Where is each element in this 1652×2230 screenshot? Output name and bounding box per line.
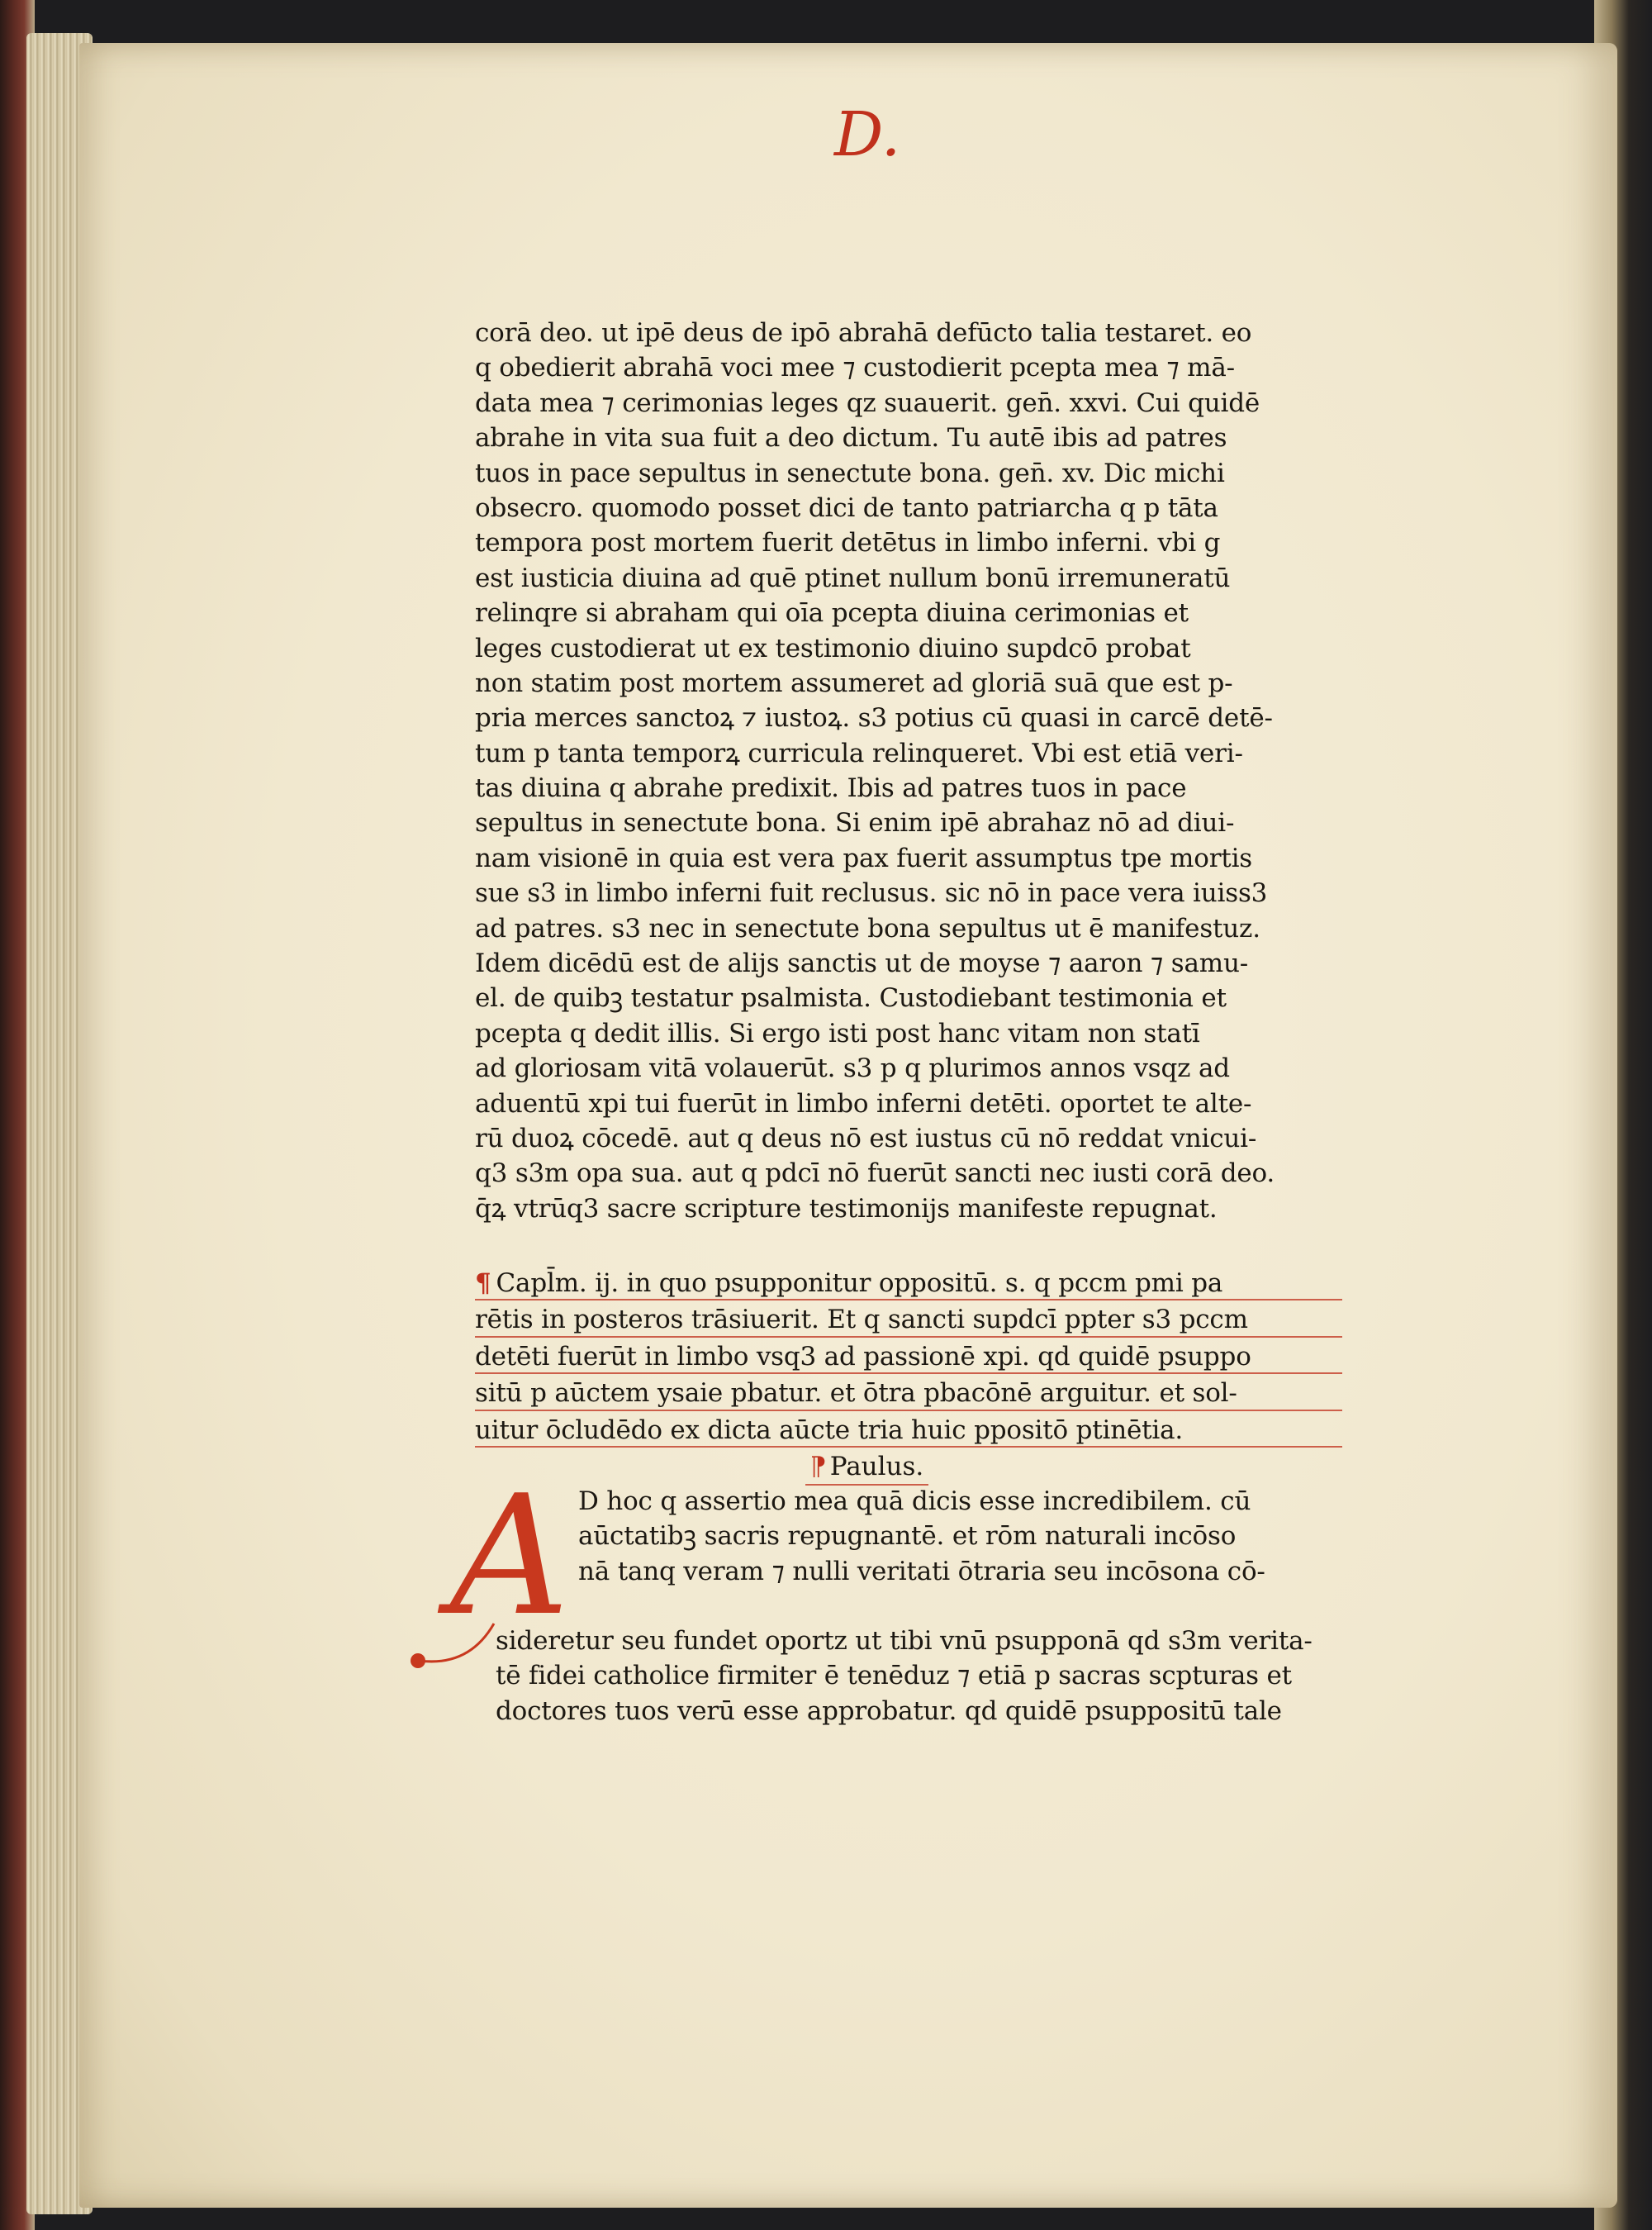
indented-body-text (578, 1484, 1346, 1589)
text-line: non statim post mortem assumeret ad gloriā suā que est p- (475, 668, 1233, 698)
text-line: tempora post mortem fuerit detētus in limbo inferni. vbi g (475, 528, 1221, 559)
text-line: ad gloriosam vitā volauerūt. s3 p q plurimos annos vsqz ad (475, 1053, 1230, 1084)
heading-text: Capl̄m. ij. in quo psupponitur oppositū. s. q pccm pmi pa (496, 1268, 1223, 1298)
text-line: tum p tanta temporꝝ curricula relinqueret. Vbi est etiā veri- (475, 738, 1243, 768)
heading-line: uitur ōcludēdo ex dicta aūcte tria huic ppositō ptinētia. (475, 1413, 1342, 1448)
text-line: pcepta q dedit illis. Si ergo isti post hanc vitam non statī (475, 1018, 1200, 1048)
heading-line: rētis in posteros trāsiuerit. Et q sancti supdcī ppter s3 pccm (475, 1302, 1342, 1337)
text-line: sepultus in senectute bona. Si enim ipē abrahaz nō ad diui- (475, 808, 1235, 839)
text-line: rū duoꝝ cōcedē. aut q deus nō est iustus cū nō reddat vnicui- (475, 1123, 1257, 1153)
text-line: relinqre si abraham qui oīa pcepta diuina cerimonias et (475, 598, 1189, 629)
text-line: tas diuina q abrahe predixit. Ibis ad patres tuos in pace (475, 773, 1187, 804)
text-line: aūctatibꝫ sacris repugnantē. et rōm naturali incōso (578, 1521, 1237, 1552)
text-line: corā deo. ut ipē deus de ipō abrahā defūcto talia testaret. eo (475, 318, 1252, 348)
text-line: el. de quibꝫ testatur psalmista. Custodiebant testimonia et (475, 983, 1227, 1014)
text-line: leges custodierat ut ex testimonio diuino supdcō probat (475, 633, 1191, 663)
text-line: tē fidei catholice firmiter ē tenēduz ⁊ etiā p sacras scpturas et (496, 1661, 1292, 1691)
illuminated-initial: A (450, 1460, 570, 1652)
speaker-name: Paulus. (829, 1452, 924, 1481)
heading-line: sitū p aūctem ysaie pbatur. et ōtra pbacōnē arguitur. et sol- (475, 1376, 1342, 1410)
speaker-label (805, 1449, 928, 1486)
text-line: data mea ⁊ cerimonias leges qz suauerit. gen̄. xxvi. Cui quidē (475, 388, 1260, 418)
text-line: Idem dicēdū est de alijs sanctis ut de moyse ⁊ aaron ⁊ samu- (475, 949, 1248, 979)
text-line: D hoc q assertio mea quā dicis esse incredibilem. cū (578, 1486, 1251, 1516)
text-line: ad patres. s3 nec in senectute bona sepultus ut ē manifestuz. (475, 913, 1260, 944)
text-line: pria merces sanctoꝝ ⁊ iustoꝝ. s3 potius cū quasi in carcē detē- (475, 703, 1273, 734)
paragraph-mark-icon: ⁋ (810, 1452, 827, 1481)
heading-line: detēti fuerūt in limbo vsq3 ad passionē xpi. qd quidē psuppo (475, 1339, 1342, 1374)
text-line: sideretur seu fundet oportz ut tibi vnū psupponā qd s3m verita- (496, 1626, 1313, 1656)
text-line: doctores tuos verū esse approbatur. qd quidē psuppositū tale (496, 1695, 1282, 1726)
main-text-block (475, 316, 1342, 1226)
text-line: q3 s3m opa sua. aut q pdcī nō fuerūt sancti nec iusti corā deo. (475, 1158, 1275, 1189)
chapter-heading (475, 1266, 1342, 1449)
pilcrow-icon: ¶ (475, 1268, 491, 1298)
initial-flourish-icon (403, 1619, 502, 1669)
folio-mark: D. (834, 99, 901, 170)
text-line: sue s3 in limbo inferni fuit reclusus. sic nō in pace vera iuiss3 (475, 878, 1268, 909)
text-line: obsecro. quomodo posset dici de tanto patriarcha q p tāta (475, 492, 1218, 523)
text-line: nam visionē in quia est vera pax fuerit assumptus tpe mortis (475, 843, 1252, 873)
text-line: aduentū xpi tui fuerūt in limbo inferni detēti. oportet te alte- (475, 1088, 1252, 1119)
text-line: abrahe in vita sua fuit a deo dictum. Tu autē ibis ad patres (475, 423, 1227, 454)
heading-line (475, 1266, 1342, 1300)
text-line: nā tanq veram ⁊ nulli veritati ōtraria seu incōsona cō- (578, 1556, 1265, 1586)
body-text (496, 1624, 1346, 1728)
text-line: est iusticia diuina ad quē ptinet nullum bonū irremuneratū (475, 563, 1231, 593)
text-line: q obedierit abrahā voci mee ⁊ custodierit pcepta mea ⁊ mā- (475, 353, 1235, 383)
text-line: tuos in pace sepultus in senectute bona. gen̄. xv. Dic michi (475, 458, 1225, 488)
text-line: q̄ꝝ vtrūq3 sacre scripture testimonijs manifeste repugnat. (475, 1193, 1218, 1224)
